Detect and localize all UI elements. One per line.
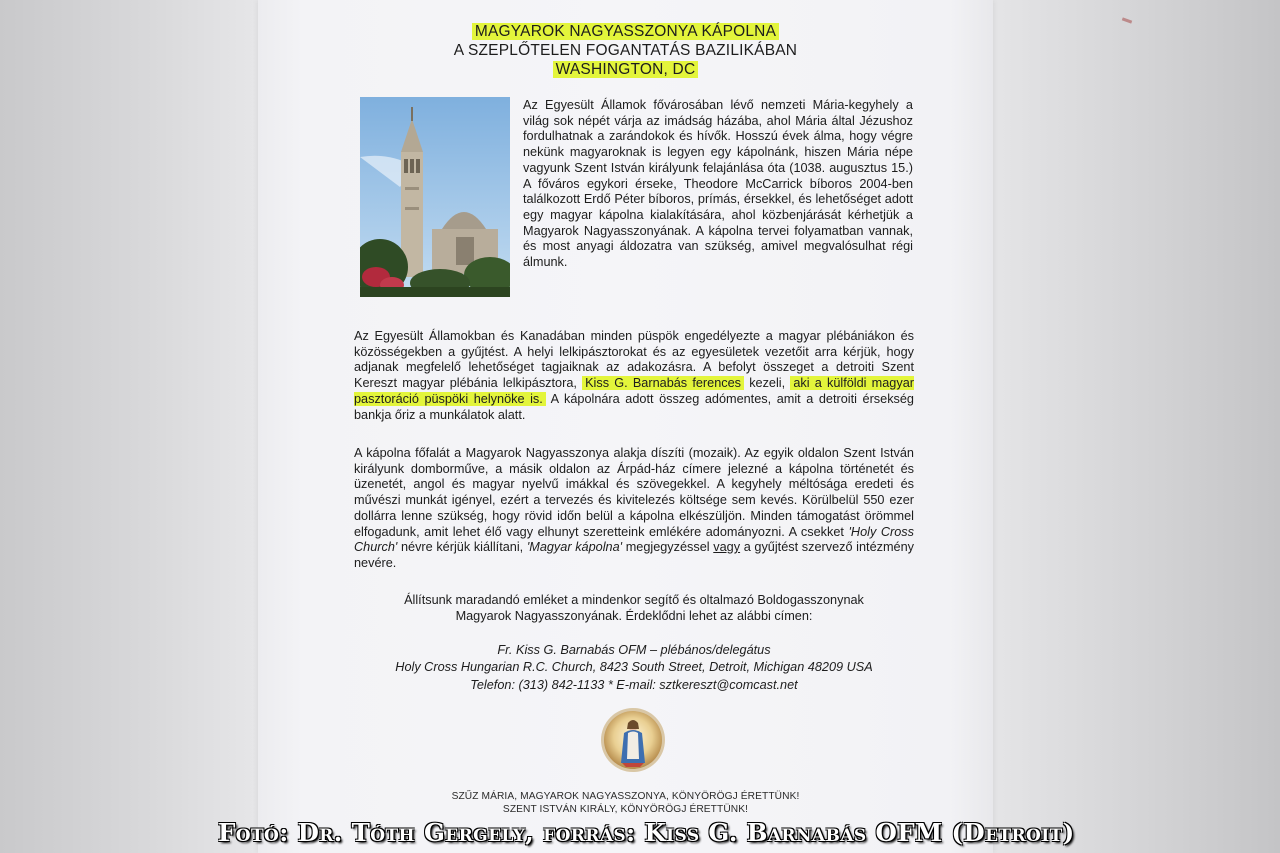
paragraph-2-text-d: a gyűjtést szervező intézmény nevére. xyxy=(354,540,915,570)
prayer-footer xyxy=(258,791,993,816)
check-memo: 'Magyar kápolna' xyxy=(526,540,623,555)
footer-line-1: SZŰZ MÁRIA, MAGYAROK NAGYASSZONYA, KÖNYÖRÖGJ ÉRETTÜNK! xyxy=(451,791,800,802)
contact-phone: Telefon: (313) 842-1133 * E-mail: sztkereszt@comcast.net xyxy=(470,677,798,692)
footer-line-2: SZENT ISTVÁN KIRÁLY, KÖNYÖRÖGJ ÉRETTÜNK! xyxy=(502,803,749,815)
paragraph-3-line-2: Magyarok Nagyasszonyának. Érdeklődni lehet az alábbi címen: xyxy=(455,608,813,623)
basilica-photo xyxy=(360,97,510,297)
title-line-2: A SZEPLŐTELEN FOGANTATÁS BAZILIKÁBAN xyxy=(453,42,798,59)
ink-mark xyxy=(1122,17,1132,23)
paragraph-2-text-b: névre kérjük kiállítani, xyxy=(397,540,527,555)
paragraph-2-text-a: A kápolna főfalát a Magyarok Nagyasszonya alakja díszíti (mozaik). Az egyik oldalon Szent István királyunk domborműve, a másik oldalon az Árpád-ház címere jelezné a kápolna történetét és üzenetét, angol és magyar nyelvű imákkal és szövegekkel. A kegyhely méltósága eredeti és művészi munkát igényel, ezért a tervezés és kivitelezés költsége sem kevés. Körülbelül 550 ezer dollárra lenne szükség, hogy rövid időn belül a kápolna elkészüljön. Minden támogatást örömmel elfogadunk, amit lehet élő vagy elhunyt szeretteink emlékére adományozni. A csekket xyxy=(354,446,914,539)
intro-paragraph: Az Egyesült Államok fővárosában lévő nemzeti Mária-kegyhely a világ sok népét várja az imádság házába, ahol Mária által Jézushoz fordulhatnak a zarándokok és hívők. Hosszú évek álma, hogy végre nekünk magyaroknak is legyen egy kápolnánk, hiszen Mária népe vagyunk Szent István királyunk felajánlása óta (1038. augusztus 15.) A főváros egykori érseke, Theodore McCarrick bíboros 2004-ben találkozott Erdő Péter bíboros, prímás, érsekkel, és lehetőséget adott egy magyar kápolna kialakítására, ahol közbenjárását kérhetjük a Magyarok Nagyasszonyának. A kápolna tervei folyamatban vannak, és most anyagi áldozatra van szükség, amivel megvalósulhat régi álmunk. xyxy=(523,98,913,270)
paragraph-2 xyxy=(354,446,914,572)
paragraph-1-text-a: Az Egyesült Államokban és Kanadában minden püspök engedélyezte a magyar plébániákon és közösségekben a gyűjtést. A helyi lelkipásztorokat és az egyesületek vezetőit arra kérjük, hogy adjanak megfelelő lehetőséget tagjaiknak az adakozásra. A befolyt összeget a detroiti Szent Kereszt magyar plébánia lelkipásztora, xyxy=(354,329,914,391)
virgin-mary-medallion-icon xyxy=(600,707,666,773)
paragraph-3 xyxy=(354,593,914,624)
title-line-1: MAGYAROK NAGYASSZONYA KÁPOLNA xyxy=(472,23,779,40)
underlined-word: vagy xyxy=(713,540,741,555)
paragraph-1-text-c: A kápolnára adott összeg adómentes, amit a detroiti érsekség bankja őriz a munkálatok alatt. xyxy=(354,391,914,422)
contact-address: Holy Cross Hungarian R.C. Church, 8423 South Street, Detroit, Michigan 48209 USA xyxy=(395,660,873,675)
paragraph-1-text-b: kezeli, xyxy=(744,376,791,391)
paragraph-2-text-c: megjegyzéssel xyxy=(622,540,714,555)
photo-credit: Fotó: Dr. Tóth Gergely, forrás: Kiss G. Barnabás OFM (Detroit) xyxy=(218,818,1075,847)
highlight-role: aki a külföldi magyar pasztoráció püspöki helynöke is. xyxy=(354,376,914,406)
contact-block xyxy=(354,642,914,694)
highlight-name: Kiss G. Barnabás ferences xyxy=(582,376,744,390)
paragraph-1 xyxy=(354,329,914,423)
check-payee: 'Holy Cross Church' xyxy=(354,524,914,555)
document-title xyxy=(258,22,993,79)
paragraph-3-line-1: Állítsunk maradandó emléket a mindenkor segítő és oltalmazó Boldogasszonynak xyxy=(404,593,864,607)
title-line-3: WASHINGTON, DC xyxy=(553,61,699,78)
contact-name: Fr. Kiss G. Barnabás OFM – plébános/delegátus xyxy=(497,643,771,657)
document-page xyxy=(258,0,993,853)
